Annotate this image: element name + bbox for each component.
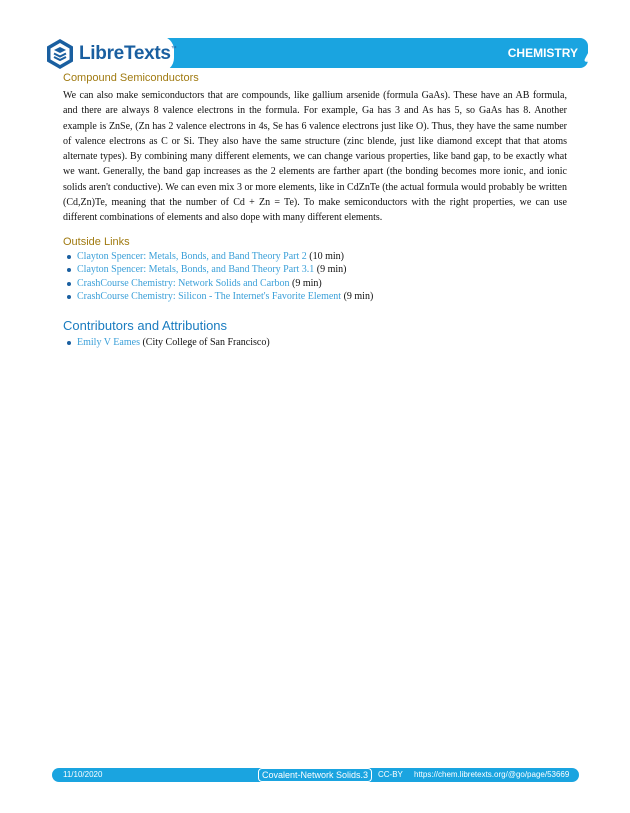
footer-url[interactable]: https://chem.libretexts.org/@go/page/53669 [414, 770, 570, 779]
section-paragraph: We can also make semiconductors that are compounds, like gallium arsenide (formula GaAs). These have an AB formula, and there are always 8 valence electrons in the formula. For example, Ga has 3 and As has 5, so GaAs has 8. Another example is ZnSe, (Zn has 2 valence electrons in 4s, Se has 6 valence electrons just like O). Thus, they have the same number of valence electrons as C or Si. They also have the same structure (zinc blende, just like diamond except that that atoms alternate types). By combining many different elements, we can change various properties, like band gap, to be exactly what we want. Generally, the band gap increases as the 2 elements are farther apart (the bonding becomes more ionic, and ionic solids aren't conductive). We can even mix 3 or more elements, like in CdZnTe (the actual formula would probably be written (Cd,Zn)Te, meaning that the number of Cd + Zn = Te). To make semiconductors with the right properties, we can use different combinations of elements and also dope with many different elements. [63, 90, 567, 224]
footer-license: CC-BY [378, 770, 403, 779]
list-item [77, 290, 567, 304]
link-duration: (9 min) [314, 264, 347, 276]
flask-icon [584, 44, 600, 62]
outside-link-3[interactable]: CrashCourse Chemistry: Network Solids and Carbon [77, 277, 290, 289]
outside-links-heading: Outside Links [63, 235, 130, 248]
outside-link-4[interactable]: CrashCourse Chemistry: Silicon - The Internet's Favorite Element [77, 291, 342, 303]
footer-date: 11/10/2020 [63, 770, 103, 779]
link-duration: (9 min) [289, 277, 322, 289]
link-duration: (10 min) [306, 250, 344, 262]
libretexts-logo-icon [44, 38, 76, 70]
list-item [77, 336, 567, 350]
footer-bar [52, 768, 579, 782]
contributors-list [63, 336, 567, 350]
outside-link-2[interactable]: Clayton Spencer: Metals, Bonds, and Band Theory Part 3.1 [77, 264, 315, 276]
section-heading-compound-semiconductors: Compound Semiconductors [63, 72, 199, 84]
main-content [63, 72, 567, 349]
logo-trademark: ™ [170, 46, 177, 52]
outside-links-list [63, 250, 567, 304]
outside-link-1[interactable]: Clayton Spencer: Metals, Bonds, and Band Theory Part 2 [77, 250, 307, 262]
contributor-affiliation: (City College of San Francisco) [139, 336, 270, 348]
footer-page-label[interactable]: Covalent-Network Solids.3 [258, 768, 372, 782]
libretexts-logo[interactable] [44, 36, 177, 72]
subject-label[interactable] [508, 38, 600, 68]
contributors-heading: Contributors and Attributions [63, 317, 228, 333]
list-item [77, 277, 567, 291]
logo-wordmark: LibreTexts [79, 43, 171, 64]
list-item [77, 250, 567, 264]
list-item [77, 263, 567, 277]
contributor-link[interactable]: Emily V Eames [77, 336, 140, 348]
link-duration: (9 min) [341, 291, 374, 303]
subject-text: CHEMISTRY [507, 46, 578, 60]
